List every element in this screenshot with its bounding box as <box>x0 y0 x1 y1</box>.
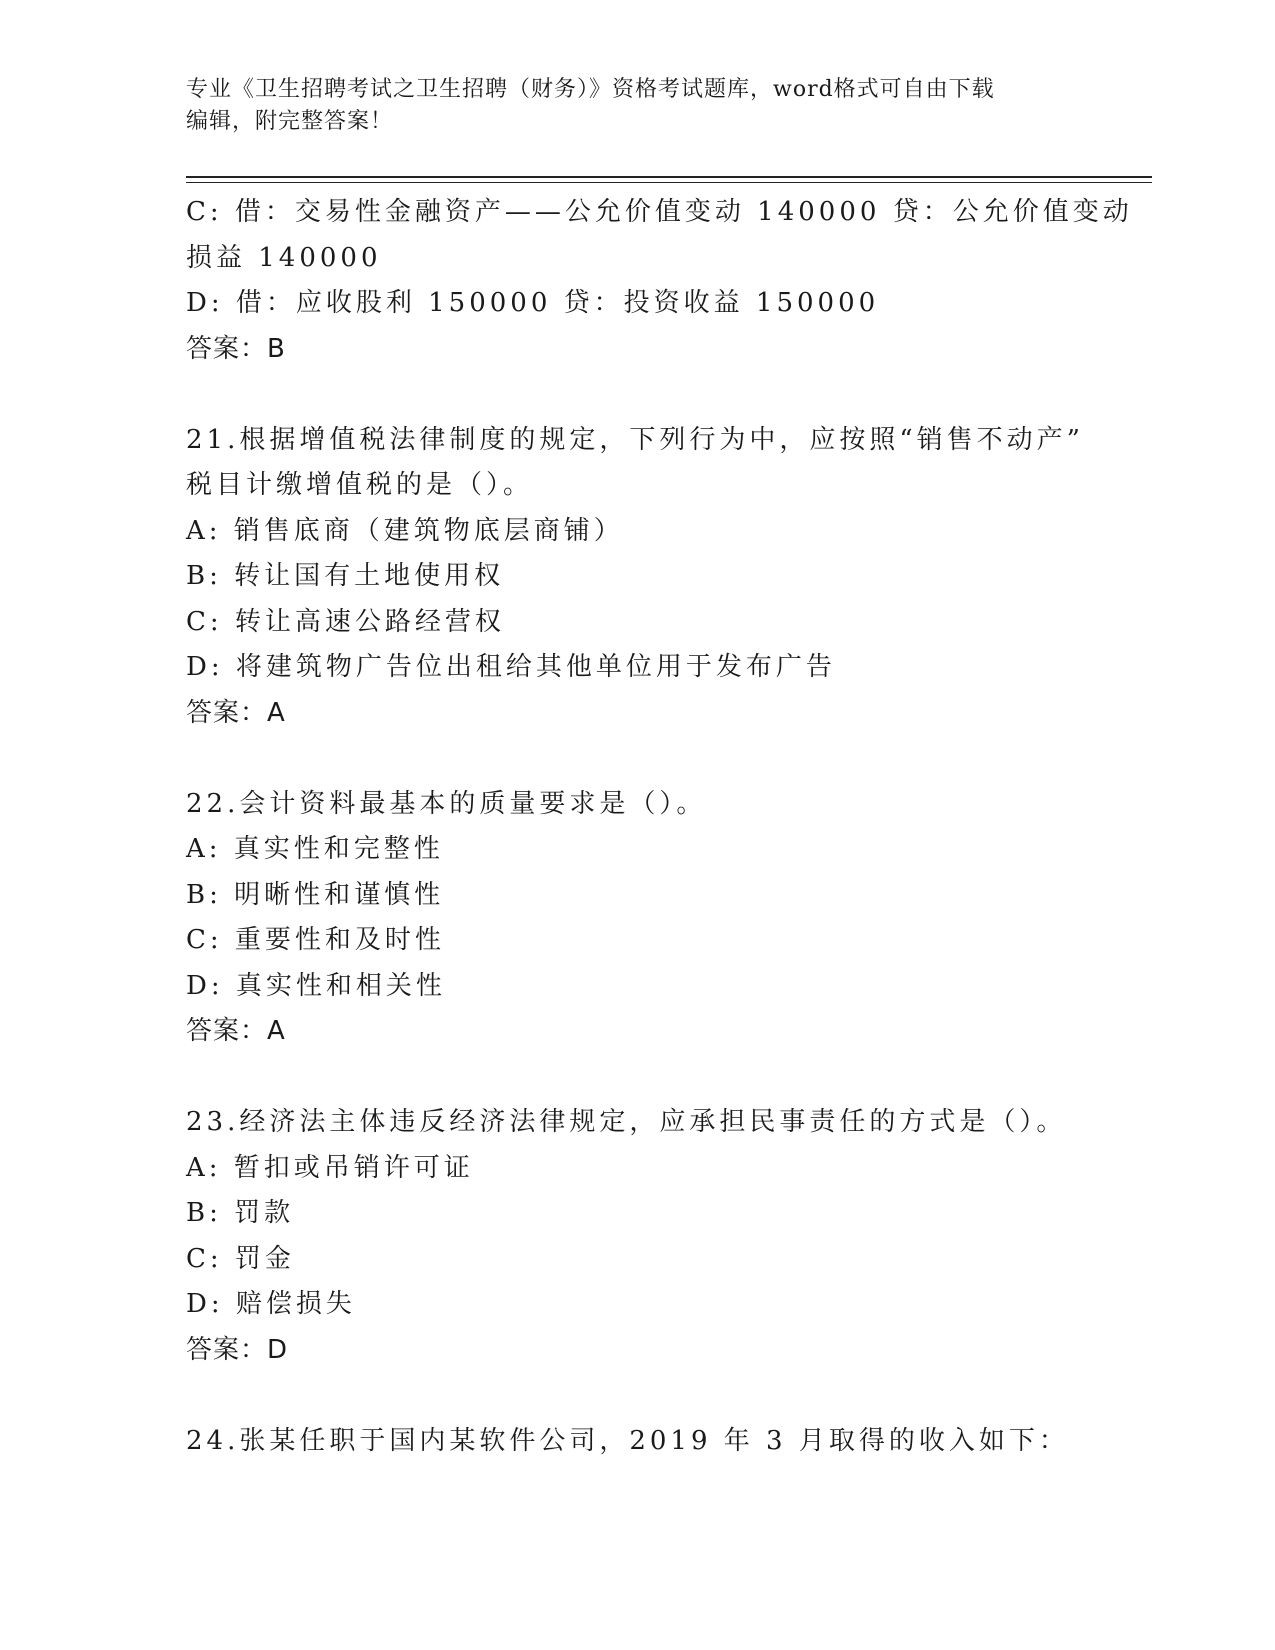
spacer <box>186 1055 1086 1101</box>
spacer <box>186 1373 1086 1419</box>
question-21 <box>186 418 1086 737</box>
header-line-1: 专业《卫生招聘考试之卫生招聘（财务）》资格考试题库，word格式可自由下载 <box>186 77 995 102</box>
answer: 答案：A <box>186 697 286 728</box>
question-stem-line-1: 21.根据增值税法律制度的规定，下列行为中，应按照“销售不动产” <box>186 424 1084 455</box>
spacer <box>186 372 1086 418</box>
option-d: D: 将建筑物广告位出租给其他单位用于发布广告 <box>186 652 836 682</box>
document-body <box>186 190 1133 1464</box>
option-a: A: 真实性和完整性 <box>186 834 444 864</box>
answer: 答案：B <box>186 333 286 364</box>
option-d: D: 赔偿损失 <box>186 1289 356 1319</box>
question-stem: 22.会计资料最基本的质量要求是（）。 <box>186 788 707 819</box>
question-stem: 23.经济法主体违反经济法律规定，应承担民事责任的方式是（）。 <box>186 1107 1067 1137</box>
question-stem: 24.张某任职于国内某软件公司，2019 年 3 月取得的收入如下： <box>186 1425 1069 1456</box>
answer: 答案：A <box>186 1016 286 1046</box>
question-stem-line-2: 税目计缴增值税的是（）。 <box>186 470 534 500</box>
option-b: B: 罚款 <box>186 1198 295 1228</box>
option-a: A: 销售底商（建筑物底层商铺） <box>186 515 624 546</box>
header-line-2: 编辑，附完整答案！ <box>186 109 394 134</box>
option-b: B: 转让国有土地使用权 <box>186 561 505 591</box>
spacer <box>186 736 1086 782</box>
option-c: C: 转让高速公路经营权 <box>186 606 505 637</box>
question-20-carryover <box>186 190 1133 372</box>
question-24 <box>186 1419 1086 1465</box>
question-22 <box>186 782 1086 1055</box>
option-c: C: 罚金 <box>186 1243 295 1274</box>
option-c: C: 重要性和及时性 <box>186 925 445 955</box>
question-23 <box>186 1100 1086 1373</box>
header-divider-thin <box>186 182 1152 183</box>
option-d: D: 真实性和相关性 <box>186 970 446 1001</box>
document-header <box>186 74 1066 138</box>
option-c-line-1: C: 借：交易性金融资产——公允价值变动 140000 贷：公允价值变动 <box>186 197 1133 227</box>
header-divider-thick <box>186 176 1152 178</box>
option-d: D: 借：应收股利 150000 贷：投资收益 150000 <box>186 288 880 318</box>
answer: 答案：D <box>186 1334 289 1365</box>
option-c-line-2: 损益 140000 <box>186 242 382 273</box>
option-a: A: 暂扣或吊销许可证 <box>186 1152 474 1183</box>
option-b: B: 明晰性和谨慎性 <box>186 879 445 910</box>
